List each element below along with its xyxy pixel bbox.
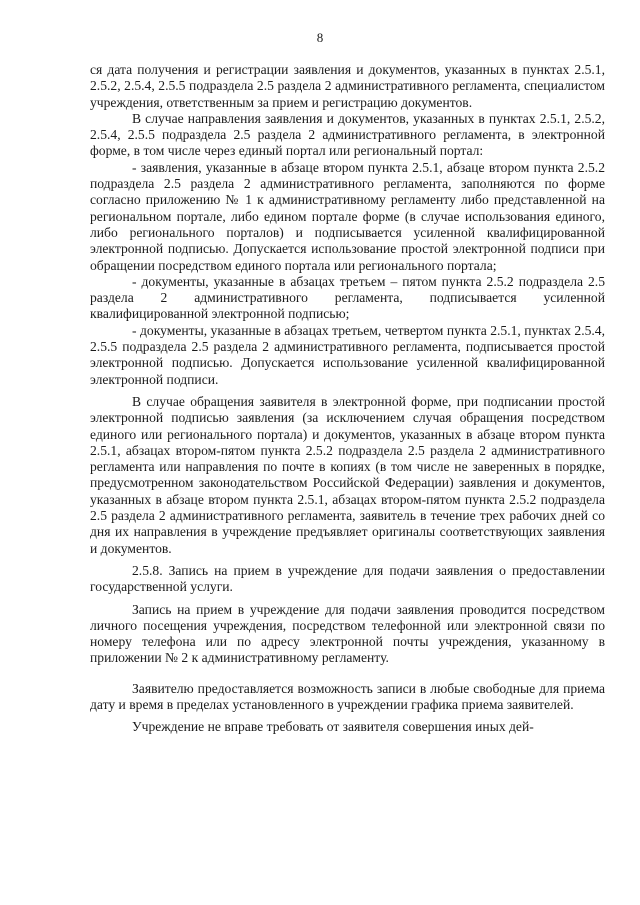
paragraph-originals: В случае обращения заявителя в электронной форме, при подписании простой электронной подписью заявления (за исключением случая обращения посредством единого или регионального портала) и документов, указанных в абзаце втором пункта 2.5.1, абзацах втором-пятом пункта 2.5.2 подраздела 2.5 раздела 2 административного регламента или направления по почте в копиях (в том числе не заверенных в порядке, предусмотренном законодательством Российской Федерации) заявления и документов, указанных в абзаце втором пункта 2.5.1, абзацах втором-пятом пункта 2.5.2 подраздела 2.5 раздела 2 административного регламента, заявитель в течение трех рабочих дней со дня их направления в учреждение предъявляет оригиналы соответствующих заявления и документов. xyxy=(90,393,605,556)
page-number: 8 xyxy=(316,30,324,45)
list-item-applications: - заявления, указанные в абзаце втором пункта 2.5.1, абзаце втором пункта 2.5.2 подраздела 2.5 раздела 2 административного регламента, заполняются по форме согласно приложению № 1 к административному регламенту либо представленной на региональном портале, либо едином портале форме (в случае использования единого, либо регионального порталов) и подписывается усиленной квалифицированной электронной подписью. Допускается использование простой электронной подписи при обращении посредством единого портала или регионального портала; xyxy=(90,159,605,273)
paragraph-appointment: Запись на прием в учреждение для подачи заявления проводится посредством личного посещения учреждения, посредством телефонной или электронной связи по номеру телефона или по адресу электронной почты учреждения, указанному в приложении № 2 к административному регламенту. xyxy=(90,601,605,666)
document-body xyxy=(90,62,605,736)
list-item-documents-simple: - документы, указанные в абзацах третьем, четвертом пункта 2.5.1, пунктах 2.5.4, 2.5.5 подраздела 2.5 раздела 2 административного регламента, подписывается простой электронной подписью. Допускается использование усиленной квалифицированной электронной подписи. xyxy=(90,322,605,387)
paragraph-schedule: Заявителю предоставляется возможность записи в любые свободные для приема дату и время в пределах установленного в учреждении графика приема заявителей. xyxy=(90,680,605,712)
paragraph-continuation: ся дата получения и регистрации заявления и документов, указанных в пунктах 2.5.1, 2.5.2, 2.5.4, 2.5.5 подраздела 2.5 раздела 2 административного регламента, специалистом учреждения, ответственным за прием и регистрацию документов. xyxy=(90,62,605,110)
paragraph-electronic-submission: В случае направления заявления и документов, указанных в пунктах 2.5.1, 2.5.2, 2.5.4, 2.5.5 подраздела 2.5 раздела 2 административного регламента, в электронной форме, в том числе через единый портал или региональный портал: xyxy=(90,110,605,159)
paragraph-restriction: Учреждение не вправе требовать от заявителя совершения иных дей- xyxy=(132,719,534,735)
list-item-documents-qualified: - документы, указанные в абзацах третьем – пятом пункта 2.5.2 подраздела 2.5 раздела 2 административного регламента, подписывается усиленной квалифицированной электронной подписью; xyxy=(90,273,605,322)
section-heading-2-5-8: 2.5.8. Запись на прием в учреждение для подачи заявления о предоставлении государственной услуги. xyxy=(90,562,605,595)
